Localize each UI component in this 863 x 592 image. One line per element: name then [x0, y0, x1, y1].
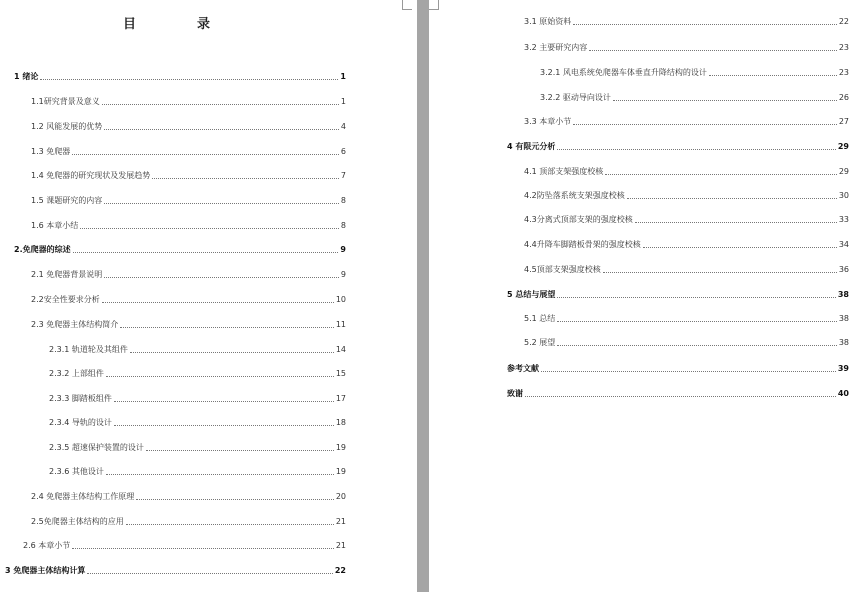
toc-entry: [524, 337, 849, 349]
dot-leader: [589, 50, 837, 51]
dot-leader: [114, 401, 334, 402]
toc-entry-page-number: 9: [340, 245, 346, 254]
toc-entry: [31, 294, 346, 306]
toc-entry-page-number: 17: [335, 394, 346, 403]
toc-entry: [14, 244, 346, 256]
toc-entry-page-number: 36: [838, 265, 849, 274]
dot-leader: [557, 149, 836, 150]
toc-entry-title: 5 总结与展望: [507, 290, 556, 299]
toc-entry-page-number: 9: [340, 270, 346, 279]
dot-leader: [72, 548, 334, 549]
toc-entry-title: 2.3.5 超速保护装置的设计: [49, 443, 144, 452]
toc-entry-page-number: 38: [838, 338, 849, 347]
toc-entry-page-number: 1: [340, 97, 346, 106]
dot-leader: [613, 100, 837, 101]
toc-entry: [49, 344, 346, 356]
dot-leader: [146, 450, 334, 451]
toc-entry-title: 2.1 免爬器背景说明: [31, 270, 103, 279]
toc-entry: [507, 363, 849, 375]
toc-entry-page-number: 21: [335, 517, 346, 526]
toc-entry: [524, 42, 849, 54]
toc-entry: [49, 368, 346, 380]
crop-mark: [429, 0, 439, 10]
toc-entry: [31, 491, 346, 503]
dot-leader: [643, 247, 837, 248]
dot-leader: [627, 198, 837, 199]
toc-entry-page-number: 23: [838, 43, 849, 52]
toc-entry-title: 5.2 展望: [524, 338, 556, 347]
dot-leader: [525, 396, 836, 397]
toc-entry-title: 1.5 课题研究的内容: [31, 196, 103, 205]
toc-entry: [524, 313, 849, 325]
toc-entry-page-number: 29: [837, 142, 849, 151]
dot-leader: [605, 174, 837, 175]
toc-entry-title: 参考文献: [507, 364, 539, 373]
toc-entry: [524, 166, 849, 178]
dot-leader: [557, 297, 836, 298]
toc-entry: [14, 71, 346, 83]
dot-leader: [102, 104, 339, 105]
toc-entry-title: 2.5免爬器主体结构的应用: [31, 517, 124, 526]
toc-title: 目 录: [122, 17, 234, 32]
toc-entry-page-number: 22: [334, 566, 346, 575]
toc-entry-page-number: 1: [340, 72, 346, 81]
toc-entry-page-number: 8: [340, 196, 346, 205]
toc-page-left: [0, 0, 417, 592]
toc-entry-title: 3.2.1 风电系统免爬器车体垂直升降结构的设计: [540, 68, 707, 77]
dot-leader: [573, 24, 837, 25]
toc-entry-page-number: 6: [340, 147, 346, 156]
toc-entry-title: 1.3 免爬器: [31, 147, 71, 156]
toc-entry-title: 3.3 本章小节: [524, 117, 572, 126]
toc-entry-title: 4.5顶部支架强度校核: [524, 265, 601, 274]
toc-entry: [31, 269, 346, 281]
toc-entry-page-number: 21: [335, 541, 346, 550]
toc-entry-title: 4.4升降车脚踏板骨架的强度校核: [524, 240, 641, 249]
toc-entry-title: 4.1 顶部支架强度校核: [524, 167, 604, 176]
toc-entry-page-number: 18: [335, 418, 346, 427]
dot-leader: [152, 178, 339, 179]
dot-leader: [106, 376, 334, 377]
toc-entry-title: 4.2防坠落系统支架强度校核: [524, 191, 625, 200]
toc-entry-page-number: 15: [335, 369, 346, 378]
toc-entry-title: 5.1 总结: [524, 314, 556, 323]
toc-entry: [507, 289, 849, 301]
toc-entry-page-number: 29: [838, 167, 849, 176]
toc-entry-title: 2.3.4 导轨的设计: [49, 418, 112, 427]
toc-entry-title: 2.3 免爬器主体结构简介: [31, 320, 119, 329]
toc-entry-title: 1 绪论: [14, 72, 39, 81]
dot-leader: [557, 345, 837, 346]
toc-entry: [524, 116, 849, 128]
toc-entry-title: 3.1 原始资料: [524, 17, 572, 26]
toc-entry-title: 致谢: [507, 389, 523, 398]
toc-entry: [524, 239, 849, 251]
toc-entry-page-number: 19: [335, 443, 346, 452]
dot-leader: [573, 124, 837, 125]
toc-entry: [507, 388, 849, 400]
toc-entry-title: 3.2 主要研究内容: [524, 43, 588, 52]
toc-entry-page-number: 8: [340, 221, 346, 230]
toc-entry-page-number: 14: [335, 345, 346, 354]
dot-leader: [87, 573, 333, 574]
toc-entry-page-number: 10: [335, 295, 346, 304]
dot-leader: [104, 277, 339, 278]
toc-entry-title: 3.2.2 驱动导向设计: [540, 93, 611, 102]
toc-entry-title: 1.1研究背景及意义: [31, 97, 100, 106]
toc-entry: [49, 393, 346, 405]
dot-leader: [557, 321, 837, 322]
toc-entry: [5, 565, 346, 577]
toc-entry-page-number: 4: [340, 122, 346, 131]
dot-leader: [603, 272, 837, 273]
toc-entry-title: 4 有限元分析: [507, 142, 556, 151]
dot-leader: [72, 154, 339, 155]
toc-entry-page-number: 38: [838, 314, 849, 323]
dot-leader: [136, 499, 334, 500]
toc-entry: [31, 220, 346, 232]
toc-entry-page-number: 38: [837, 290, 849, 299]
dot-leader: [114, 425, 334, 426]
toc-entry-page-number: 40: [837, 389, 849, 398]
toc-entry-page-number: 26: [838, 93, 849, 102]
toc-entry-page-number: 19: [335, 467, 346, 476]
toc-entry-page-number: 23: [838, 68, 849, 77]
toc-entry-title: 2.3.1 轨道轮及其组件: [49, 345, 128, 354]
toc-entry-title: 1.4 免爬器的研究现状及发展趋势: [31, 171, 151, 180]
toc-entry: [49, 417, 346, 429]
toc-entry-title: 3 免爬器主体结构计算: [5, 566, 86, 575]
dot-leader: [709, 75, 837, 76]
toc-entry-title: 1.2 风能发展的优势: [31, 122, 103, 131]
toc-entry-page-number: 7: [340, 171, 346, 180]
toc-page-right: [429, 0, 863, 592]
dot-leader: [104, 203, 339, 204]
dot-leader: [106, 474, 334, 475]
toc-entry: [31, 96, 346, 108]
toc-entry: [524, 16, 849, 28]
toc-entry: [31, 146, 346, 158]
toc-entry: [524, 190, 849, 202]
toc-entry: [31, 170, 346, 182]
toc-entry: [49, 442, 346, 454]
toc-entry-title: 2.4 免爬器主体结构工作原理: [31, 492, 135, 501]
dot-leader: [102, 302, 334, 303]
toc-entry: [31, 516, 346, 528]
dot-leader: [541, 371, 836, 372]
toc-entry: [524, 264, 849, 276]
crop-mark: [402, 0, 412, 10]
toc-entry: [49, 466, 346, 478]
toc-entry: [31, 121, 346, 133]
dot-leader: [126, 524, 334, 525]
toc-entry-title: 4.3分离式顶部支架的强度校核: [524, 215, 633, 224]
dot-leader: [130, 352, 334, 353]
toc-entry-title: 2.3.2 上部组件: [49, 369, 104, 378]
toc-entry-page-number: 39: [837, 364, 849, 373]
toc-entry-title: 2.免爬器的综述: [14, 245, 71, 254]
toc-entry-title: 2.2安全性要求分析: [31, 295, 100, 304]
dot-leader: [120, 327, 334, 328]
dot-leader: [73, 252, 339, 253]
toc-entry-title: 1.6 本章小结: [31, 221, 79, 230]
toc-entry: [540, 67, 849, 79]
toc-entry: [507, 141, 849, 153]
toc-entry-page-number: 20: [335, 492, 346, 501]
dot-leader: [40, 79, 338, 80]
toc-entry: [540, 92, 849, 104]
dot-leader: [104, 129, 339, 130]
toc-entry-page-number: 34: [838, 240, 849, 249]
toc-entry-page-number: 30: [838, 191, 849, 200]
toc-entry: [524, 214, 849, 226]
toc-entry-page-number: 22: [838, 17, 849, 26]
toc-entry-title: 2.3.3 脚踏板组件: [49, 394, 112, 403]
toc-entry-title: 2.3.6 其他设计: [49, 467, 104, 476]
toc-entry-page-number: 27: [838, 117, 849, 126]
toc-entry-page-number: 11: [335, 320, 346, 329]
toc-entry-page-number: 33: [838, 215, 849, 224]
toc-entry: [31, 195, 346, 207]
toc-entry-title: 2.6 本章小节: [23, 541, 71, 550]
dot-leader: [80, 228, 339, 229]
toc-entry: [31, 319, 346, 331]
toc-entry: [23, 540, 346, 552]
dot-leader: [635, 222, 837, 223]
